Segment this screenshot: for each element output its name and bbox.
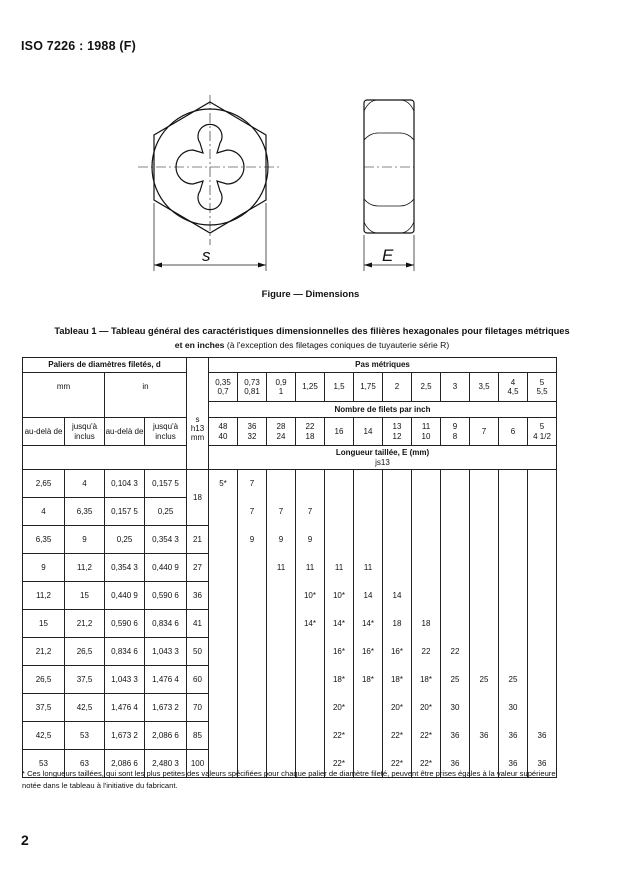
length-cell: 9 (238, 526, 267, 554)
tpi-header (267, 418, 296, 446)
length-cell: 14* (354, 610, 383, 638)
length-cell (441, 470, 470, 498)
tpi-header (412, 418, 441, 446)
s-value-cell: 100 (187, 750, 209, 778)
length-cell (499, 610, 528, 638)
range-cell: 0,590 6 (105, 610, 145, 638)
length-cell (412, 470, 441, 498)
pitch-value: 3,5 (478, 382, 490, 392)
range-cell: 4 (23, 498, 65, 526)
pitch-header (296, 373, 325, 402)
length-cell (209, 666, 238, 694)
tpi-header (499, 418, 528, 446)
length-cell (325, 526, 354, 554)
paliers-header: Paliers de diamètres filetés, d (23, 358, 187, 373)
length-cell (267, 722, 296, 750)
length-cell (325, 498, 354, 526)
sub-header-in-to: jusqu'à inclus (145, 418, 187, 446)
length-cell (441, 498, 470, 526)
length-cell (238, 638, 267, 666)
length-cell (499, 526, 528, 554)
length-cell: 14* (296, 610, 325, 638)
table-row (23, 694, 557, 722)
mm-header: mm (23, 373, 105, 418)
range-cell: 53 (65, 722, 105, 750)
footnote: * Ces longueurs taillées, qui sont les plus petites des valeurs spécifiées pour chaque palier de diamètre fileté, peuvent être prises égales à la valeur supérieure notée dans le tableau à l'initiative du fabricant. (22, 769, 556, 790)
pitch-value: 4 (510, 377, 516, 387)
length-cell (209, 526, 238, 554)
range-cell: 0,25 (105, 526, 145, 554)
length-cell (412, 498, 441, 526)
length-cell: 9 (296, 526, 325, 554)
pitch-header (499, 373, 528, 402)
length-cell: 36 (528, 722, 557, 750)
range-cell: 6,35 (23, 526, 65, 554)
range-cell: 0,25 (145, 498, 187, 526)
length-cell: 22* (412, 750, 441, 778)
range-cell: 0,157 5 (145, 470, 187, 498)
range-cell: 0,354 3 (145, 526, 187, 554)
range-cell: 0,354 3 (105, 554, 145, 582)
length-cell (238, 722, 267, 750)
range-cell: 37,5 (65, 666, 105, 694)
length-cell: 22* (325, 722, 354, 750)
length-cell (325, 470, 354, 498)
length-cell (528, 554, 557, 582)
tpi-header (209, 418, 238, 446)
s-value-cell: 41 (187, 610, 209, 638)
length-cell (412, 582, 441, 610)
length-cell (499, 638, 528, 666)
range-cell: 26,5 (65, 638, 105, 666)
range-cell: 0,834 6 (145, 610, 187, 638)
side-view-body (364, 100, 414, 233)
s-value-cell: 18 (187, 470, 209, 526)
range-cell: 1,673 2 (105, 722, 145, 750)
length-cell (470, 554, 499, 582)
range-cell: 6,35 (65, 498, 105, 526)
pitch-value: 4,5 (507, 387, 519, 396)
length-cell (528, 666, 557, 694)
tpi-header (383, 418, 412, 446)
pitch-value: 0,73 (244, 377, 260, 387)
length-cell (238, 666, 267, 694)
figure-dimensions-drawing (120, 95, 440, 275)
pitch-value: 0,35 (215, 377, 231, 387)
pitch-header (238, 373, 267, 402)
length-cell (209, 582, 238, 610)
length-cell (209, 610, 238, 638)
tpi-header (528, 418, 557, 446)
range-cell: 9 (23, 554, 65, 582)
length-cell (441, 582, 470, 610)
s-value-cell: 27 (187, 554, 209, 582)
length-cell: 16* (354, 638, 383, 666)
length-cell (470, 526, 499, 554)
range-cell: 11,2 (65, 554, 105, 582)
range-cell: 4 (65, 470, 105, 498)
range-cell: 0,104 3 (105, 470, 145, 498)
pitch-value: 3 (452, 382, 458, 392)
length-cell (296, 470, 325, 498)
length-cell (354, 722, 383, 750)
pitch-header (267, 373, 296, 402)
pitch-header (354, 373, 383, 402)
length-cell (354, 694, 383, 722)
length-cell (296, 694, 325, 722)
pitch-value: 1,75 (360, 382, 376, 392)
length-cell: 18* (412, 666, 441, 694)
pitch-value: 2 (394, 382, 400, 392)
length-cell (412, 526, 441, 554)
tpi-value: 8 (452, 431, 458, 441)
table-row (23, 526, 557, 554)
length-cell: 9 (267, 526, 296, 554)
tpi-value: 11 (421, 422, 431, 432)
pitch-header (383, 373, 412, 402)
length-cell (267, 582, 296, 610)
s-tolerance: h13 (190, 424, 205, 434)
length-cell: 36 (499, 750, 528, 778)
range-cell: 37,5 (23, 694, 65, 722)
s-unit: mm (190, 433, 205, 443)
length-cell: 22 (412, 638, 441, 666)
pitch-value: 5,5 (536, 387, 548, 396)
length-cell: 25 (470, 666, 499, 694)
range-cell: 2,480 3 (145, 750, 187, 778)
tpi-value: 22 (305, 422, 315, 432)
length-cell (499, 498, 528, 526)
caption-bold-part: et en inches (174, 340, 225, 350)
range-cell: 0,157 5 (105, 498, 145, 526)
s-value-cell: 60 (187, 666, 209, 694)
length-cell: 36 (499, 722, 528, 750)
filets-header: Nombre de filets par inch (209, 402, 557, 418)
length-cell (238, 610, 267, 638)
length-cell (354, 470, 383, 498)
tpi-value: 6 (510, 426, 516, 436)
figure-caption: Figure — Dimensions (261, 289, 360, 300)
length-cell (238, 582, 267, 610)
tpi-header (296, 418, 325, 446)
tpi-value: 32 (247, 431, 257, 441)
length-cell: 7 (267, 498, 296, 526)
length-cell: 20* (325, 694, 354, 722)
tpi-value: 5 (539, 422, 545, 432)
range-cell: 63 (65, 750, 105, 778)
tpi-header (238, 418, 267, 446)
sub-header-in-from: au-delà de (105, 418, 145, 446)
range-cell: 42,5 (65, 694, 105, 722)
s-header: s (195, 414, 200, 424)
sub-header-mm-to: jusqu'à inclus (65, 418, 105, 446)
length-cell (499, 470, 528, 498)
length-cell: 10* (296, 582, 325, 610)
range-cell: 2,086 6 (145, 722, 187, 750)
pitch-value: 1 (278, 387, 284, 396)
length-cell (209, 554, 238, 582)
range-cell: 1,043 3 (145, 638, 187, 666)
length-cell: 36 (441, 722, 470, 750)
length-cell: 22* (412, 722, 441, 750)
s-header-cell (187, 358, 209, 446)
s-value-cell: 36 (187, 582, 209, 610)
pitch-header (412, 373, 441, 402)
tpi-value: 7 (481, 426, 487, 436)
pitch-value: 5 (539, 377, 545, 387)
length-cell: 14* (325, 610, 354, 638)
range-cell: 0,440 9 (105, 582, 145, 610)
length-cell (441, 554, 470, 582)
range-cell: 0,590 6 (145, 582, 187, 610)
pas-header: Pas métriques (209, 358, 557, 373)
length-cell (470, 498, 499, 526)
range-cell: 26,5 (23, 666, 65, 694)
length-cell (412, 554, 441, 582)
length-cell: 14 (354, 582, 383, 610)
tpi-value: 18 (305, 431, 315, 441)
length-cell: 30 (441, 694, 470, 722)
range-cell: 9 (65, 526, 105, 554)
length-cell (499, 554, 528, 582)
label-e: E (382, 246, 394, 265)
tpi-value: 4 1/2 (533, 431, 551, 441)
length-cell: 7 (296, 498, 325, 526)
pitch-value: 1,25 (302, 382, 318, 392)
range-cell: 53 (23, 750, 65, 778)
dimensions-table (22, 357, 557, 778)
length-cell: 11 (354, 554, 383, 582)
length-cell (267, 638, 296, 666)
range-cell: 15 (65, 582, 105, 610)
tpi-value: 10 (421, 431, 431, 441)
length-cell (470, 470, 499, 498)
range-cell: 1,673 2 (145, 694, 187, 722)
length-cell (470, 610, 499, 638)
pitch-value: 2,5 (420, 382, 432, 392)
length-cell: 18* (354, 666, 383, 694)
length-cell: 22* (325, 750, 354, 778)
length-cell: 36 (470, 722, 499, 750)
length-cell: 11 (296, 554, 325, 582)
document-id: ISO 7226 : 1988 (F) (21, 39, 136, 53)
length-cell (267, 610, 296, 638)
length-cell (383, 554, 412, 582)
length-cell (209, 498, 238, 526)
length-cell (296, 666, 325, 694)
length-cell: 36 (441, 750, 470, 778)
tpi-value: 13 (392, 422, 402, 432)
s-value-cell: 21 (187, 526, 209, 554)
length-cell (528, 638, 557, 666)
pitch-value: 0,7 (217, 387, 229, 396)
tpi-value: 48 (218, 422, 228, 432)
tpi-value: 9 (452, 422, 458, 432)
page-number: 2 (21, 832, 29, 848)
range-cell: 11,2 (23, 582, 65, 610)
pitch-header (441, 373, 470, 402)
length-cell (354, 498, 383, 526)
length-cell: 7 (238, 470, 267, 498)
length-cell: 30 (499, 694, 528, 722)
length-cell: 16* (325, 638, 354, 666)
range-cell: 2,65 (23, 470, 65, 498)
tpi-value: 16 (334, 426, 344, 436)
length-cell (470, 638, 499, 666)
table-row (23, 666, 557, 694)
tpi-value: 24 (276, 431, 286, 441)
range-cell: 15 (23, 610, 65, 638)
table-row (23, 582, 557, 610)
tpi-header (325, 418, 354, 446)
pitch-header (470, 373, 499, 402)
range-cell: 1,476 4 (105, 694, 145, 722)
tpi-value: 28 (276, 422, 286, 432)
length-cell (209, 638, 238, 666)
pitch-value: 1,5 (333, 382, 345, 392)
length-cell: 20* (383, 694, 412, 722)
tpi-header (441, 418, 470, 446)
length-cell (354, 526, 383, 554)
table-row (23, 638, 557, 666)
length-cell (238, 554, 267, 582)
s-value-cell: 70 (187, 694, 209, 722)
range-cell: 1,476 4 (145, 666, 187, 694)
length-cell: 11 (325, 554, 354, 582)
tpi-value: 14 (363, 426, 373, 436)
length-cell (209, 694, 238, 722)
length-cell (528, 470, 557, 498)
table-caption-line1: Tableau 1 — Tableau général des caractéristiques dimensionnelles des filières hexagonales pour filetages métriques (54, 326, 570, 336)
pitch-header (325, 373, 354, 402)
range-cell: 2,086 6 (105, 750, 145, 778)
length-cell: 7 (238, 498, 267, 526)
length-cell: 14 (383, 582, 412, 610)
length-cell: 20* (412, 694, 441, 722)
length-cell (383, 470, 412, 498)
length-cell (528, 610, 557, 638)
length-cell: 36 (528, 750, 557, 778)
length-cell (383, 498, 412, 526)
length-cell (296, 722, 325, 750)
length-cell: 16* (383, 638, 412, 666)
sub-header-mm-from: au-delà de (23, 418, 65, 446)
length-cell (267, 694, 296, 722)
length-cell: 18* (383, 666, 412, 694)
tpi-header (470, 418, 499, 446)
length-cell (470, 582, 499, 610)
length-cell (441, 526, 470, 554)
range-cell: 1,043 3 (105, 666, 145, 694)
length-cell: 18* (325, 666, 354, 694)
length-cell (267, 470, 296, 498)
tpi-value: 12 (392, 431, 402, 441)
length-cell (470, 694, 499, 722)
length-cell (238, 694, 267, 722)
length-cell: 22* (383, 722, 412, 750)
blank-s-header (187, 446, 209, 470)
length-cell (441, 610, 470, 638)
longueur-header-cell (209, 446, 557, 470)
length-cell (383, 526, 412, 554)
range-cell: 42,5 (23, 722, 65, 750)
tpi-value: 40 (218, 431, 228, 441)
longueur-header: Longueur taillée, E (mm) (335, 448, 430, 458)
length-cell (528, 526, 557, 554)
blank-header (23, 446, 187, 470)
s-value-cell: 50 (187, 638, 209, 666)
length-cell (499, 582, 528, 610)
range-cell: 0,440 9 (145, 554, 187, 582)
table-caption-line2 (22, 340, 602, 350)
table-row (23, 470, 557, 498)
longueur-tolerance: js13 (375, 457, 390, 467)
length-cell: 25 (441, 666, 470, 694)
tpi-header (354, 418, 383, 446)
range-cell: 21,2 (65, 610, 105, 638)
table-row (23, 554, 557, 582)
length-cell: 22* (383, 750, 412, 778)
s-value-cell: 85 (187, 722, 209, 750)
length-cell (528, 498, 557, 526)
length-cell: 22 (441, 638, 470, 666)
table-row (23, 498, 557, 526)
length-cell: 18 (412, 610, 441, 638)
pitch-header (528, 373, 557, 402)
length-cell (209, 722, 238, 750)
length-cell (528, 582, 557, 610)
length-cell: 18 (383, 610, 412, 638)
length-cell (296, 638, 325, 666)
range-cell: 0,834 6 (105, 638, 145, 666)
in-header: in (105, 373, 187, 418)
pitch-value: 0,81 (244, 387, 260, 396)
length-cell: 10* (325, 582, 354, 610)
range-cell: 21,2 (23, 638, 65, 666)
length-cell: 5* (209, 470, 238, 498)
length-cell: 11 (267, 554, 296, 582)
table-row (23, 722, 557, 750)
pitch-value: 0,9 (275, 377, 287, 387)
pitch-header (209, 373, 238, 402)
caption-rest-part: (à l'exception des filetages coniques de tuyauterie série R) (224, 340, 450, 350)
length-cell (267, 666, 296, 694)
tpi-value: 36 (247, 422, 257, 432)
label-s: s (202, 246, 211, 265)
length-cell (528, 694, 557, 722)
length-cell: 25 (499, 666, 528, 694)
table-row (23, 610, 557, 638)
